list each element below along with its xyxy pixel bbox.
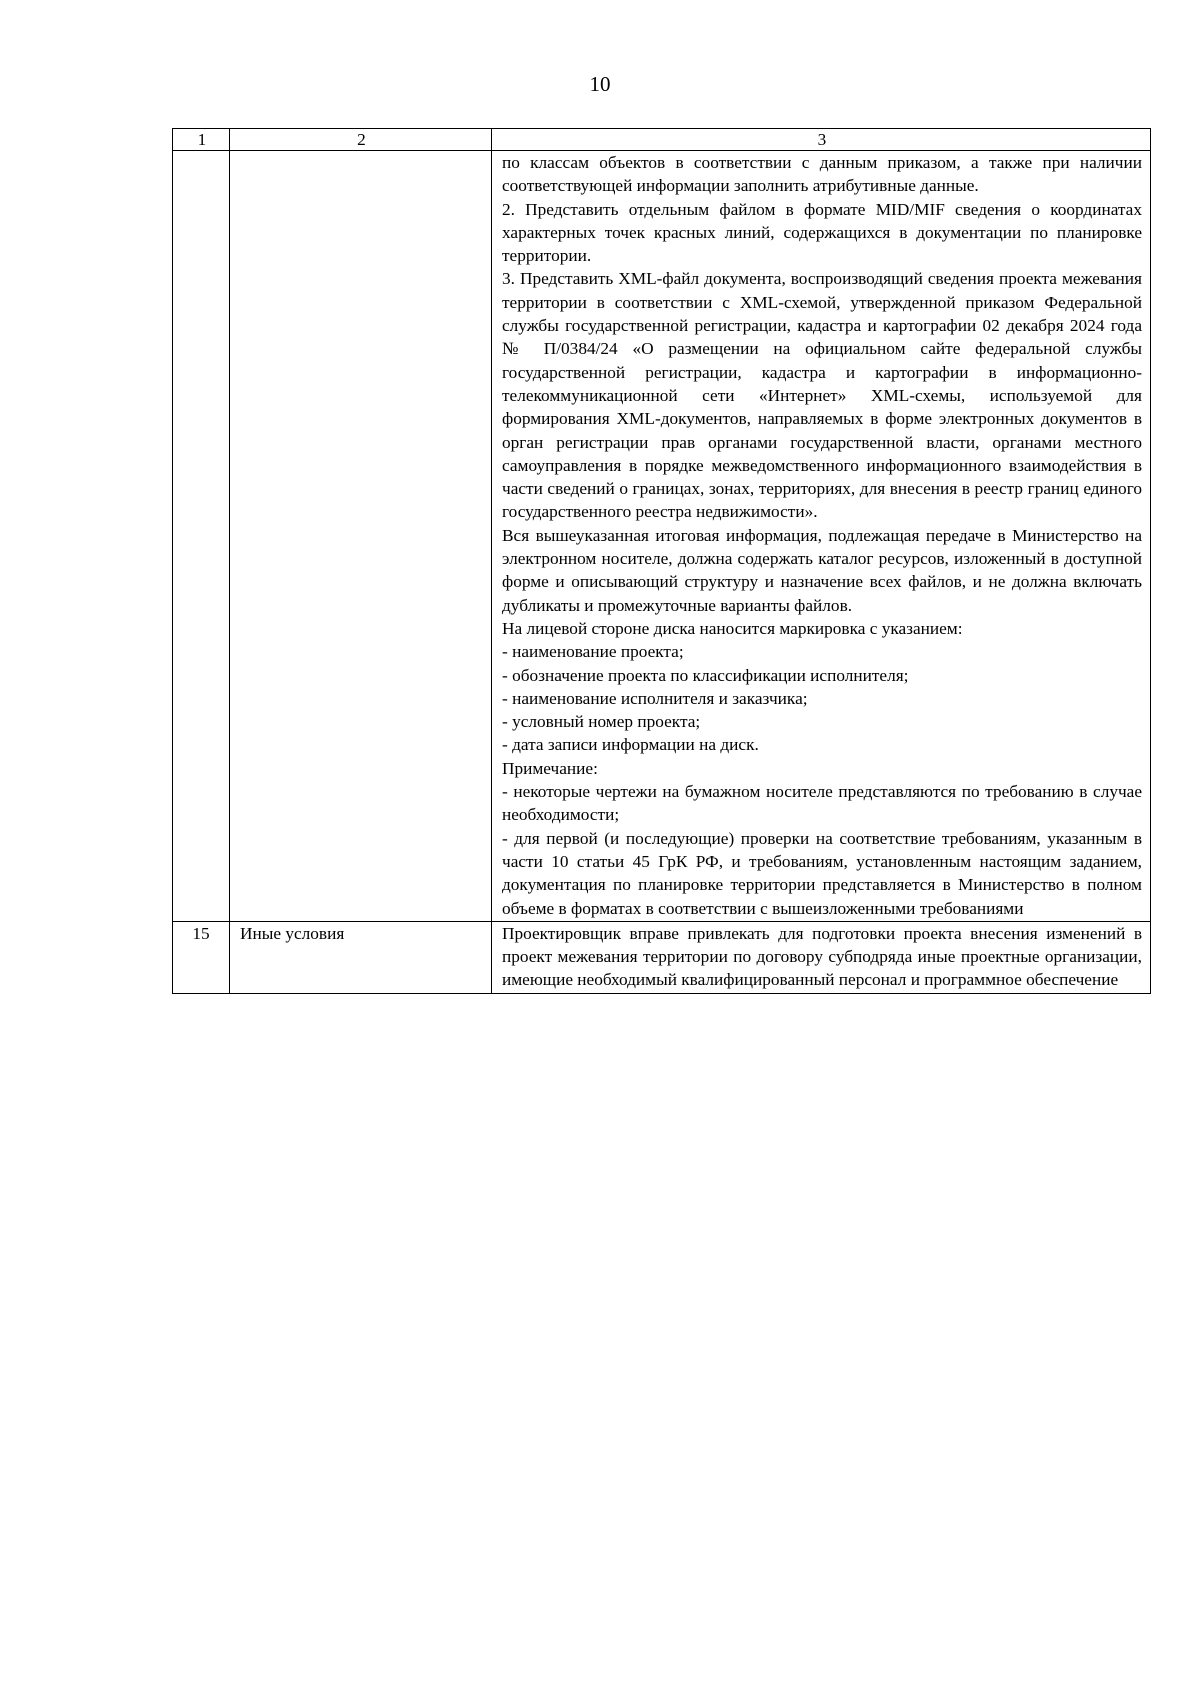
note-item: - для первой (и последующие) проверки на соответствие требованиям, указанным в части 10 статьи 45 ГрК РФ, и требованиям, установленным настоящим заданием, документация по планировке территории представляется в Министерство в полном объеме в форматах в соответствии с вышеизложенными требованиями	[502, 828, 1142, 918]
row-content-cell	[492, 151, 1151, 922]
list-item: - наименование проекта;	[502, 642, 684, 662]
paragraph: Вся вышеуказанная итоговая информация, подлежащая передаче в Министерство на электронном носителе, должна содержать каталог ресурсов, изложенный в доступной форме и описывающий структуру и назначение всех файлов, и не должна включать дубликаты и промежуточные варианты файлов.	[502, 525, 1142, 615]
row-number-cell: 15	[173, 921, 230, 993]
paragraph: 3. Представить XML-файл документа, воспроизводящий сведения проекта межевания территории в соответствии с XML-схемой, утвержденной приказом Федеральной службы государственной регистрации, кадастра и картографии 02 декабря 2024 года № П/0384/24 «О размещении на официальном сайте федеральной службы государственной регистрации, кадастра и картографии в информационно-телекоммуникационной сети «Интернет» XML-схемы, используемой для формирования XML-документов, направляемых в форме электронных документов в орган регистрации прав органами государственной власти, органами местного самоуправления в порядке межведомственного информационного взаимодействия в части сведений о границах, зонах, территориях, для внесения в реестр границ единого государственного реестра недвижимости».	[502, 269, 1142, 522]
list-item: - дата записи информации на диск.	[502, 735, 759, 755]
paragraph: 2. Представить отдельным файлом в формате MID/MIF сведения о координатах характерных точек красных линий, содержащихся в документации по планировке территории.	[502, 199, 1142, 266]
row-content-cell	[492, 921, 1151, 993]
row-title-cell	[230, 151, 492, 922]
list-item: - условный номер проекта;	[502, 712, 701, 732]
page-number: 10	[589, 72, 611, 96]
note-heading: Примечание:	[502, 758, 598, 778]
table-header-row	[173, 129, 1151, 151]
table-row	[173, 151, 1151, 922]
row-number-cell	[173, 151, 230, 922]
row-title-cell: Иные условия	[230, 921, 492, 993]
header-col-2: 2	[230, 129, 492, 151]
paragraph: На лицевой стороне диска наносится маркировка с указанием:	[502, 618, 963, 638]
paragraph: по классам объектов в соответствии с данным приказом, а также при наличии соответствующей информации заполнить атрибутивные данные.	[502, 153, 1142, 196]
paragraph: Проектировщик вправе привлекать для подготовки проекта внесения изменений в проект межевания территории по договору субподряда иные проектные организации, имеющие необходимый квалифицированный персонал и программное обеспечение	[502, 923, 1142, 990]
list-item: - обозначение проекта по классификации исполнителя;	[502, 665, 909, 685]
list-item: - наименование исполнителя и заказчика;	[502, 688, 808, 708]
table-row	[173, 921, 1151, 993]
note-item: - некоторые чертежи на бумажном носителе представляются по требованию в случае необходимости;	[502, 782, 1142, 825]
header-col-3: 3	[492, 129, 1151, 151]
header-col-1: 1	[173, 129, 230, 151]
requirements-table	[172, 128, 1151, 994]
